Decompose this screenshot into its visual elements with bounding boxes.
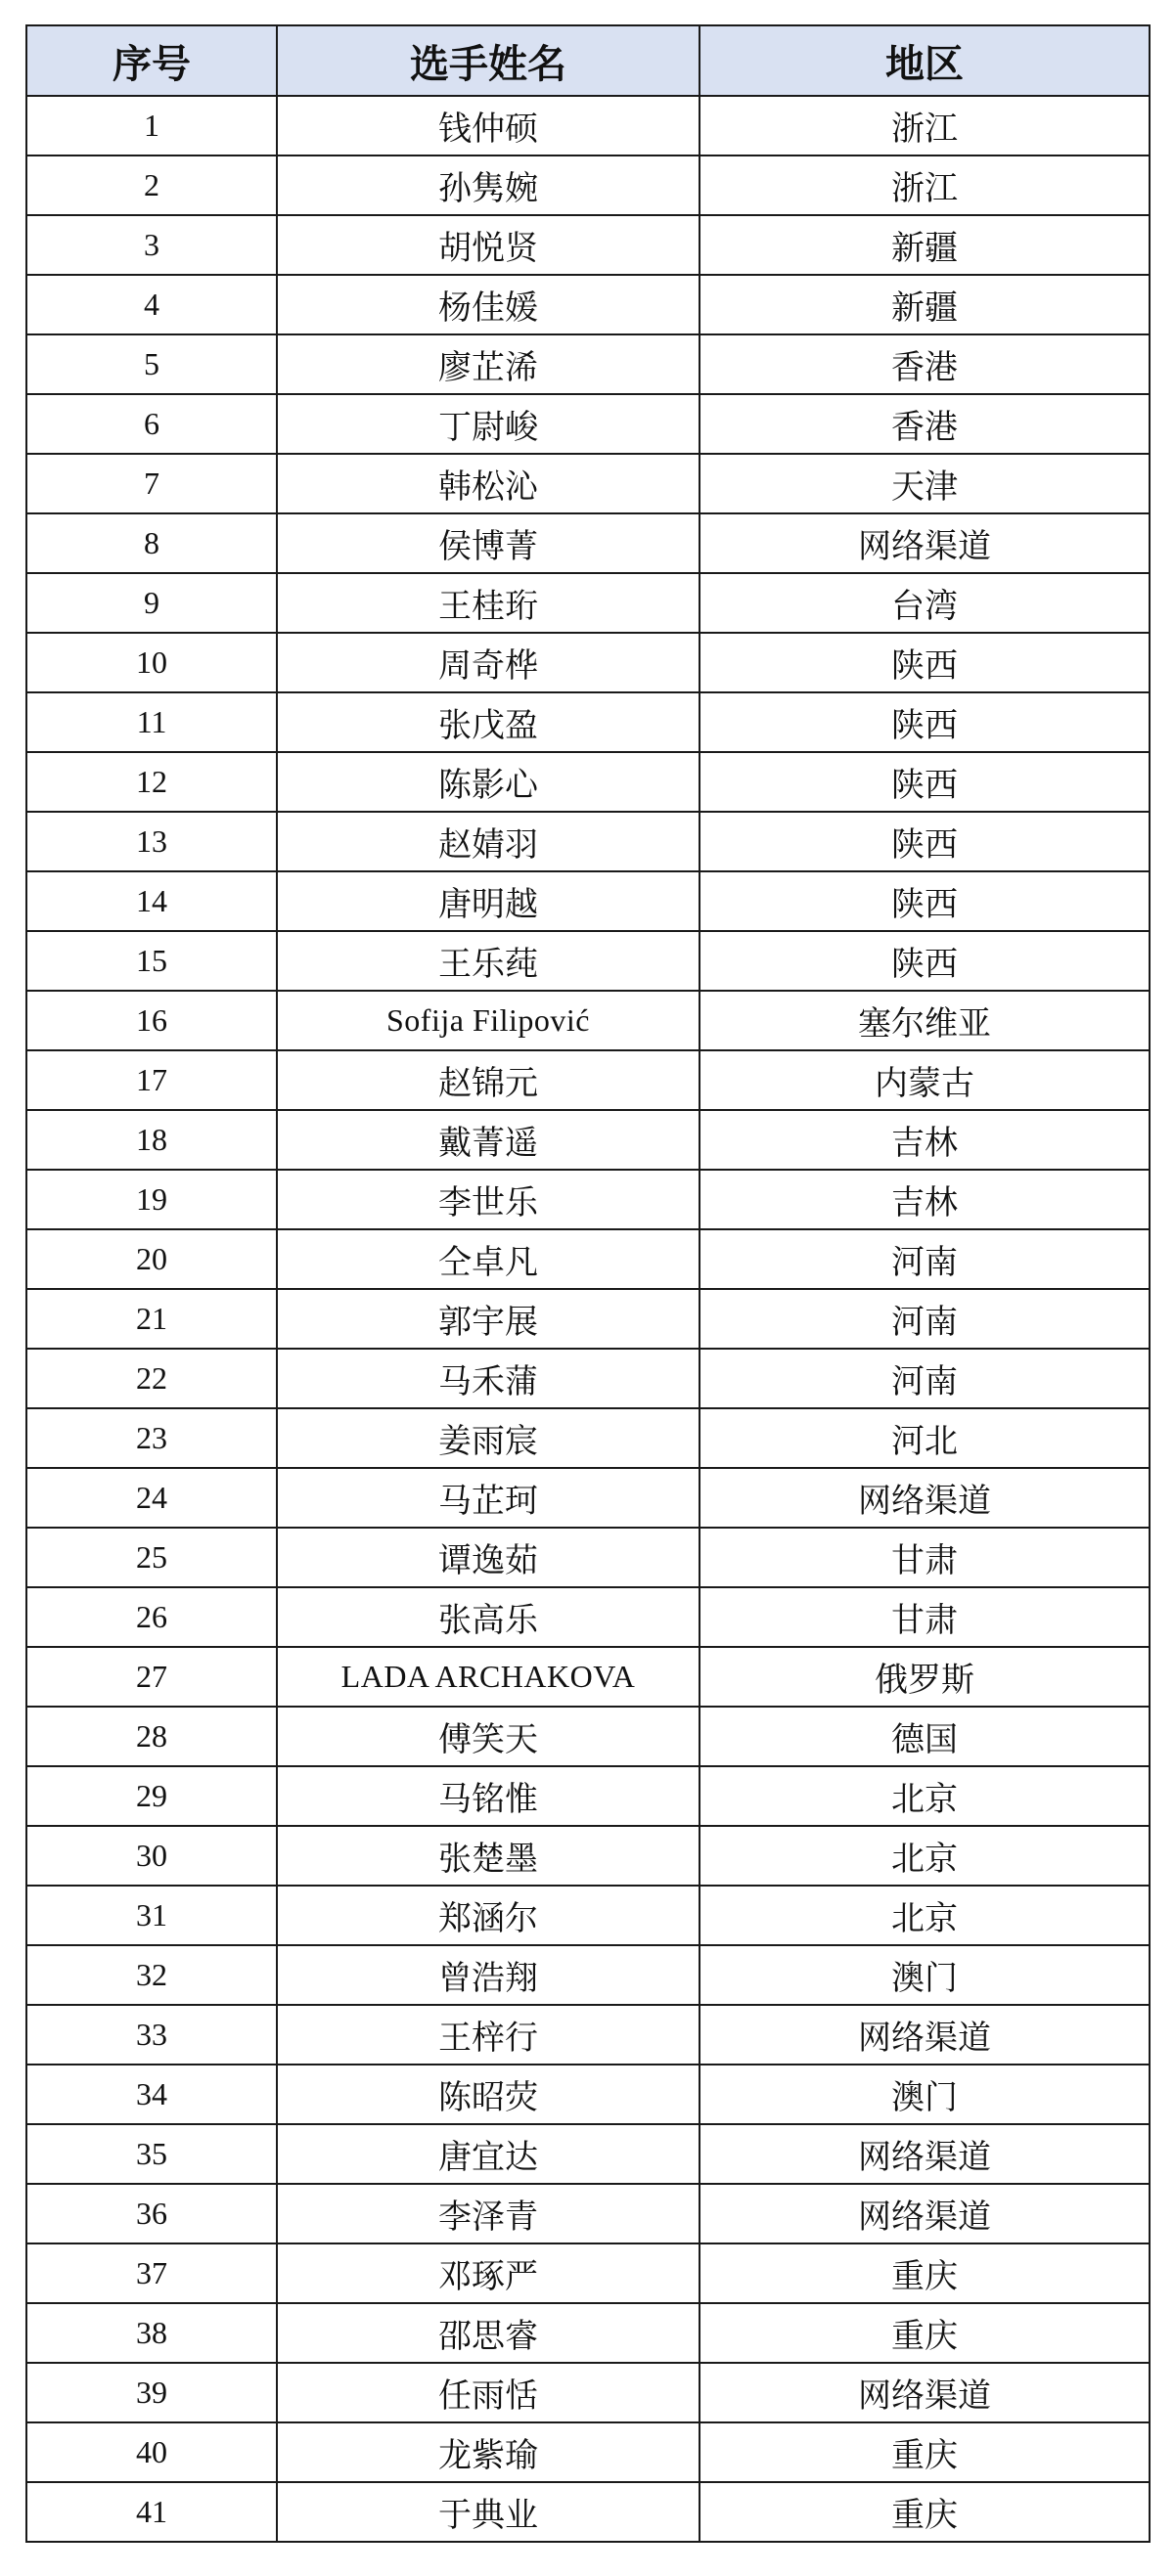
table-row bbox=[26, 2363, 1150, 2422]
contestant-name-cell: 邓琢严 bbox=[277, 2243, 700, 2303]
row-number-cell: 13 bbox=[26, 812, 277, 871]
table-row bbox=[26, 2065, 1150, 2124]
row-number-cell: 14 bbox=[26, 871, 277, 931]
row-number-cell: 24 bbox=[26, 1468, 277, 1528]
contestant-name-cell: 胡悦贤 bbox=[277, 215, 700, 275]
region-cell: 甘肃 bbox=[700, 1587, 1150, 1647]
table-row bbox=[26, 2422, 1150, 2482]
row-number-cell: 23 bbox=[26, 1408, 277, 1468]
table-row bbox=[26, 812, 1150, 871]
contestant-name-cell: 曾浩翔 bbox=[277, 1945, 700, 2005]
table-row bbox=[26, 2243, 1150, 2303]
contestant-name-cell: 杨佳媛 bbox=[277, 275, 700, 334]
contestant-name-cell: 赵锦元 bbox=[277, 1050, 700, 1110]
region-cell: 网络渠道 bbox=[700, 2005, 1150, 2065]
contestant-table-wrapper bbox=[25, 24, 1149, 2543]
table-row bbox=[26, 2303, 1150, 2363]
row-number-cell: 3 bbox=[26, 215, 277, 275]
region-cell: 网络渠道 bbox=[700, 513, 1150, 573]
table-row bbox=[26, 513, 1150, 573]
contestant-name-cell: 仝卓凡 bbox=[277, 1229, 700, 1289]
region-cell: 内蒙古 bbox=[700, 1050, 1150, 1110]
contestant-name-cell: 邵思睿 bbox=[277, 2303, 700, 2363]
table-row bbox=[26, 454, 1150, 513]
table-row bbox=[26, 1647, 1150, 1707]
contestant-name-cell: 钱仲硕 bbox=[277, 96, 700, 155]
row-number-cell: 38 bbox=[26, 2303, 277, 2363]
table-row bbox=[26, 1349, 1150, 1408]
table-row bbox=[26, 633, 1150, 692]
row-number-cell: 6 bbox=[26, 394, 277, 454]
region-cell: 新疆 bbox=[700, 275, 1150, 334]
table-body bbox=[26, 96, 1150, 2542]
region-cell: 德国 bbox=[700, 1707, 1150, 1766]
region-cell: 陕西 bbox=[700, 931, 1150, 991]
region-cell: 河北 bbox=[700, 1408, 1150, 1468]
region-cell: 陕西 bbox=[700, 812, 1150, 871]
contestant-name-cell: 马芷珂 bbox=[277, 1468, 700, 1528]
row-number-cell: 29 bbox=[26, 1766, 277, 1826]
contestant-name-cell: 张楚墨 bbox=[277, 1826, 700, 1886]
contestant-name-cell: 丁尉峻 bbox=[277, 394, 700, 454]
table-row bbox=[26, 2184, 1150, 2243]
row-number-cell: 32 bbox=[26, 1945, 277, 2005]
row-number-cell: 27 bbox=[26, 1647, 277, 1707]
contestant-name-cell: 任雨恬 bbox=[277, 2363, 700, 2422]
region-cell: 网络渠道 bbox=[700, 2124, 1150, 2184]
region-cell: 重庆 bbox=[700, 2422, 1150, 2482]
header-region: 地区 bbox=[700, 25, 1150, 96]
table-row bbox=[26, 1408, 1150, 1468]
region-cell: 天津 bbox=[700, 454, 1150, 513]
region-cell: 香港 bbox=[700, 394, 1150, 454]
region-cell: 浙江 bbox=[700, 96, 1150, 155]
region-cell: 澳门 bbox=[700, 2065, 1150, 2124]
row-number-cell: 19 bbox=[26, 1170, 277, 1229]
region-cell: 甘肃 bbox=[700, 1528, 1150, 1587]
region-cell: 网络渠道 bbox=[700, 2363, 1150, 2422]
contestant-name-cell: 侯博菁 bbox=[277, 513, 700, 573]
table-row bbox=[26, 1886, 1150, 1945]
row-number-cell: 5 bbox=[26, 334, 277, 394]
table-row bbox=[26, 215, 1150, 275]
row-number-cell: 41 bbox=[26, 2482, 277, 2542]
contestant-name-cell: 王梓行 bbox=[277, 2005, 700, 2065]
row-number-cell: 16 bbox=[26, 991, 277, 1050]
table-row bbox=[26, 752, 1150, 812]
region-cell: 吉林 bbox=[700, 1110, 1150, 1170]
contestant-name-cell: 谭逸茹 bbox=[277, 1528, 700, 1587]
contestant-name-cell: 陈影心 bbox=[277, 752, 700, 812]
contestant-name-cell: 王乐莼 bbox=[277, 931, 700, 991]
row-number-cell: 22 bbox=[26, 1349, 277, 1408]
contestant-name-cell: 张高乐 bbox=[277, 1587, 700, 1647]
row-number-cell: 11 bbox=[26, 692, 277, 752]
contestant-name-cell: 李世乐 bbox=[277, 1170, 700, 1229]
region-cell: 俄罗斯 bbox=[700, 1647, 1150, 1707]
header-contestant-name: 选手姓名 bbox=[277, 25, 700, 96]
contestant-name-cell: 郭宇展 bbox=[277, 1289, 700, 1349]
region-cell: 塞尔维亚 bbox=[700, 991, 1150, 1050]
table-row bbox=[26, 692, 1150, 752]
header-row bbox=[26, 25, 1150, 96]
table-row bbox=[26, 1766, 1150, 1826]
table-row bbox=[26, 1587, 1150, 1647]
region-cell: 陕西 bbox=[700, 871, 1150, 931]
contestant-name-cell: 王桂珩 bbox=[277, 573, 700, 633]
table-row bbox=[26, 1289, 1150, 1349]
row-number-cell: 25 bbox=[26, 1528, 277, 1587]
region-cell: 浙江 bbox=[700, 155, 1150, 215]
contestant-name-cell: 唐明越 bbox=[277, 871, 700, 931]
row-number-cell: 8 bbox=[26, 513, 277, 573]
table-row bbox=[26, 2482, 1150, 2542]
row-number-cell: 15 bbox=[26, 931, 277, 991]
contestant-name-cell: 张戊盈 bbox=[277, 692, 700, 752]
table-row bbox=[26, 1945, 1150, 2005]
table-row bbox=[26, 991, 1150, 1050]
row-number-cell: 17 bbox=[26, 1050, 277, 1110]
table-row bbox=[26, 334, 1150, 394]
row-number-cell: 2 bbox=[26, 155, 277, 215]
contestant-name-cell: 郑涵尔 bbox=[277, 1886, 700, 1945]
contestant-name-cell: 周奇桦 bbox=[277, 633, 700, 692]
row-number-cell: 31 bbox=[26, 1886, 277, 1945]
region-cell: 香港 bbox=[700, 334, 1150, 394]
row-number-cell: 18 bbox=[26, 1110, 277, 1170]
table-row bbox=[26, 871, 1150, 931]
table-row bbox=[26, 394, 1150, 454]
region-cell: 陕西 bbox=[700, 692, 1150, 752]
header-number: 序号 bbox=[26, 25, 277, 96]
region-cell: 澳门 bbox=[700, 1945, 1150, 2005]
contestant-name-cell: 戴菁遥 bbox=[277, 1110, 700, 1170]
table-row bbox=[26, 1468, 1150, 1528]
table-row bbox=[26, 2005, 1150, 2065]
table-row bbox=[26, 1707, 1150, 1766]
region-cell: 陕西 bbox=[700, 633, 1150, 692]
row-number-cell: 34 bbox=[26, 2065, 277, 2124]
region-cell: 重庆 bbox=[700, 2303, 1150, 2363]
row-number-cell: 37 bbox=[26, 2243, 277, 2303]
row-number-cell: 10 bbox=[26, 633, 277, 692]
table-row bbox=[26, 1826, 1150, 1886]
region-cell: 重庆 bbox=[700, 2243, 1150, 2303]
table-row bbox=[26, 1528, 1150, 1587]
region-cell: 台湾 bbox=[700, 573, 1150, 633]
row-number-cell: 12 bbox=[26, 752, 277, 812]
table-row bbox=[26, 1170, 1150, 1229]
region-cell: 网络渠道 bbox=[700, 2184, 1150, 2243]
region-cell: 网络渠道 bbox=[700, 1468, 1150, 1528]
contestant-name-cell: 孙隽婉 bbox=[277, 155, 700, 215]
region-cell: 北京 bbox=[700, 1886, 1150, 1945]
row-number-cell: 30 bbox=[26, 1826, 277, 1886]
table-row bbox=[26, 931, 1150, 991]
table-row bbox=[26, 96, 1150, 155]
row-number-cell: 9 bbox=[26, 573, 277, 633]
contestant-name-cell: 马铭惟 bbox=[277, 1766, 700, 1826]
region-cell: 河南 bbox=[700, 1349, 1150, 1408]
row-number-cell: 28 bbox=[26, 1707, 277, 1766]
contestant-name-cell: 龙紫瑜 bbox=[277, 2422, 700, 2482]
contestant-name-cell: 马禾蒲 bbox=[277, 1349, 700, 1408]
row-number-cell: 36 bbox=[26, 2184, 277, 2243]
table-row bbox=[26, 1110, 1150, 1170]
row-number-cell: 39 bbox=[26, 2363, 277, 2422]
region-cell: 新疆 bbox=[700, 215, 1150, 275]
table-row bbox=[26, 1050, 1150, 1110]
row-number-cell: 7 bbox=[26, 454, 277, 513]
table-row bbox=[26, 275, 1150, 334]
contestant-name-cell: 廖芷浠 bbox=[277, 334, 700, 394]
row-number-cell: 21 bbox=[26, 1289, 277, 1349]
table-row bbox=[26, 1229, 1150, 1289]
table-row bbox=[26, 573, 1150, 633]
contestant-name-cell: 傅笑天 bbox=[277, 1707, 700, 1766]
table-row bbox=[26, 2124, 1150, 2184]
row-number-cell: 35 bbox=[26, 2124, 277, 2184]
contestant-name-cell: Sofija Filipović bbox=[277, 991, 700, 1050]
region-cell: 陕西 bbox=[700, 752, 1150, 812]
contestant-name-cell: 李泽青 bbox=[277, 2184, 700, 2243]
region-cell: 河南 bbox=[700, 1229, 1150, 1289]
row-number-cell: 4 bbox=[26, 275, 277, 334]
contestant-name-cell: LADA ARCHAKOVA bbox=[277, 1647, 700, 1707]
region-cell: 吉林 bbox=[700, 1170, 1150, 1229]
region-cell: 北京 bbox=[700, 1766, 1150, 1826]
row-number-cell: 26 bbox=[26, 1587, 277, 1647]
region-cell: 北京 bbox=[700, 1826, 1150, 1886]
table-row bbox=[26, 155, 1150, 215]
region-cell: 河南 bbox=[700, 1289, 1150, 1349]
contestant-table bbox=[25, 24, 1151, 2543]
row-number-cell: 33 bbox=[26, 2005, 277, 2065]
contestant-name-cell: 于典业 bbox=[277, 2482, 700, 2542]
contestant-name-cell: 赵婧羽 bbox=[277, 812, 700, 871]
table-header bbox=[26, 25, 1150, 96]
region-cell: 重庆 bbox=[700, 2482, 1150, 2542]
contestant-name-cell: 姜雨宸 bbox=[277, 1408, 700, 1468]
row-number-cell: 40 bbox=[26, 2422, 277, 2482]
contestant-name-cell: 陈昭荧 bbox=[277, 2065, 700, 2124]
contestant-name-cell: 唐宜达 bbox=[277, 2124, 700, 2184]
contestant-name-cell: 韩松沁 bbox=[277, 454, 700, 513]
row-number-cell: 1 bbox=[26, 96, 277, 155]
row-number-cell: 20 bbox=[26, 1229, 277, 1289]
